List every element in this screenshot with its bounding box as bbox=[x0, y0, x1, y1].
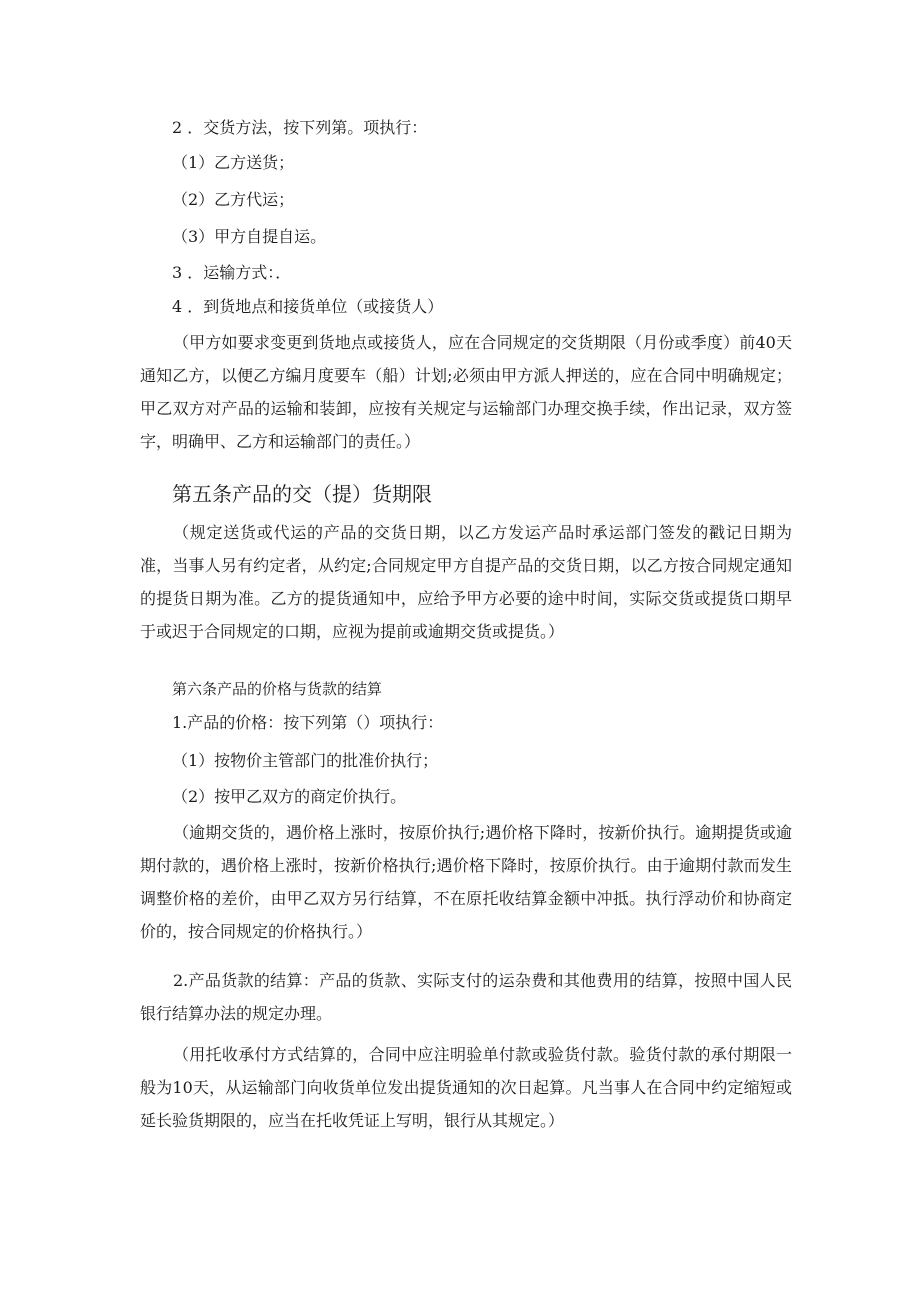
destination-note: （甲方如要求变更到货地点或接货人，应在合同规定的交货期限（月份或季度）前40天通知乙方，以便乙方编月度要车（船）计划;必须由甲方派人押送的，应在合同中明确规定；甲乙双方对产品的运输和装卸，应按有关规定与运输部门办理交换手续，作出记录，双方签字，明确甲、乙方和运输部门的责任。） bbox=[140, 333, 792, 451]
transport-method-item: 3 ．运输方式：． bbox=[172, 263, 292, 282]
section-5-title: 第五条产品的交（提）货期限 bbox=[172, 482, 432, 506]
destination-item: 4 ．到货地点和接货单位（或接货人） bbox=[172, 297, 444, 316]
delivery-option-3: （3）甲方自提自运。 bbox=[172, 227, 327, 246]
payment-settlement-item: 2.产品货款的结算：产品的货款、实际支付的运杂费和其他费用的结算，按照中国人民银行结算办法的规定办理。 bbox=[140, 971, 792, 1023]
delivery-option-1: （1）乙方送货； bbox=[172, 153, 295, 172]
section-6-title: 第六条产品的价格与货款的结算 bbox=[172, 680, 383, 698]
delivery-method-item: 2 ．交货方法，按下列第。项执行： bbox=[172, 118, 428, 137]
section-5-note: （规定送货或代运的产品的交货日期，以乙方发运产品时承运部门签发的戳记日期为准，当事人另有约定者，从约定;合同规定甲方自提产品的交货日期，以乙方按合同规定通知的提货日期为准。乙方的提货通知中，应给予甲方必要的途中时间，实际交货或提货口期早于或迟于合同规定的口期，应视为提前或逾期交货或提货。） bbox=[140, 523, 792, 641]
price-note: （逾期交货的，遇价格上涨时，按原价执行;遇价格下降时，按新价执行。逾期提货或逾期付款的，遇价格上涨时，按新价格执行;遇价格下降时，按原价执行。由于逾期付款而发生调整价格的差价，由甲乙双方另行结算，不在原托收结算金额中冲抵。执行浮动价和协商定价的，按合同规定的价格执行。） bbox=[140, 823, 792, 941]
delivery-option-2: （2）乙方代运； bbox=[172, 190, 295, 209]
price-item: 1.产品的价格：按下列第（）项执行： bbox=[172, 713, 444, 732]
price-option-2: （2）按甲乙双方的商定价执行。 bbox=[172, 787, 407, 806]
payment-note: （用托收承付方式结算的，合同中应注明验单付款或验货付款。验货付款的承付期限一般为10天，从运输部门向收货单位发出提货通知的次日起算。凡当事人在合同中约定缩短或延长验货期限的，应当在托收凭证上写明，银行从其规定。） bbox=[140, 1045, 792, 1130]
price-option-1: （1）按物价主管部门的批准价执行； bbox=[172, 751, 439, 770]
